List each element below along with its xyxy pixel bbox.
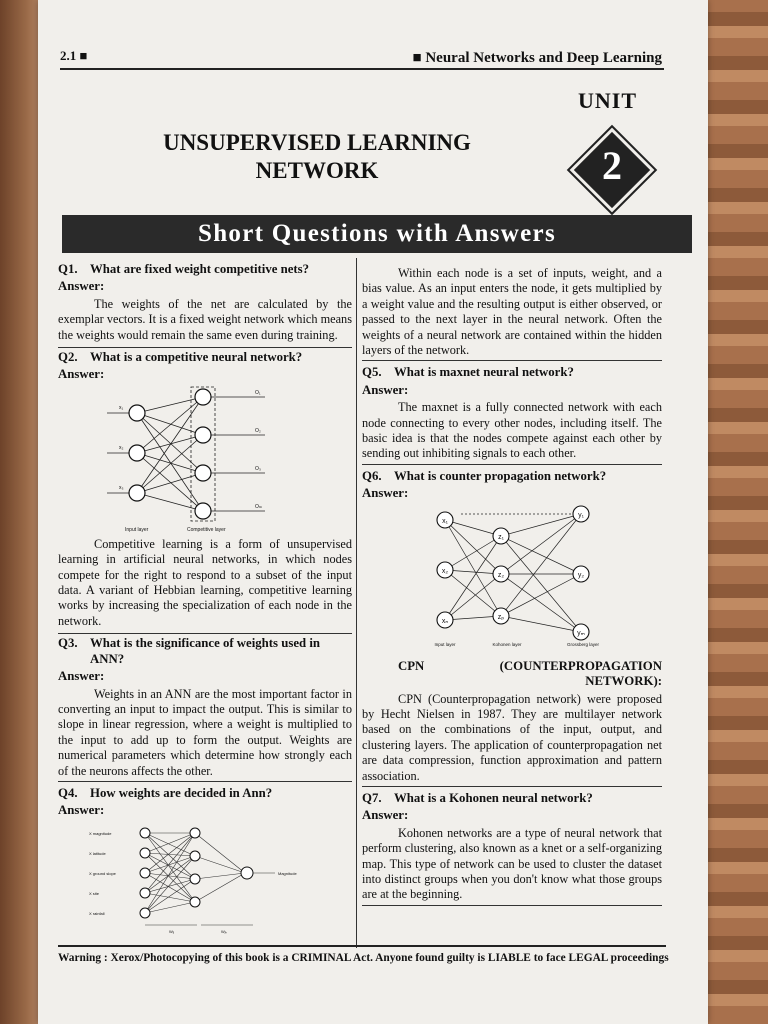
competitive-node [195, 465, 211, 481]
input-label: X latitude [89, 850, 106, 856]
output-label: O₁ [255, 389, 261, 396]
counterpropagation-figure [397, 504, 627, 649]
header-rule [60, 68, 664, 70]
input-node [140, 828, 150, 838]
chapter-title-line2: NETWORK [255, 158, 379, 183]
chapter-title-line1: UNSUPERVISED LEARNING [163, 130, 471, 155]
input-label: x₁ [119, 404, 124, 411]
competitive-node [195, 389, 211, 405]
output-label: Oₘ [255, 503, 263, 510]
input-node [140, 908, 150, 918]
answer-q3: Weights in an ANN are the most important factor in converting an input to impact the output. This is similar to slope in linear regression, where a weight is multiplied to the input to add up to form the output. Weights are numerical parameters which determine how strongly each of the neurons affects the other. [58, 687, 352, 782]
left-column [58, 258, 352, 936]
answer-label: Answer: [362, 808, 409, 823]
unit-label: UNIT [578, 88, 638, 113]
input-node [129, 445, 145, 461]
input-label: xₙ [441, 617, 449, 625]
answer-label: Answer: [58, 279, 105, 294]
hidden-node [190, 897, 200, 907]
answer-q7: Kohonen networks are a type of neural network that perform clustering, also known as a knet or a self-organizing map. This type of network can be used to cluster the dataset into distinct groups when you don't know what those groups are at the beginning. [362, 826, 662, 906]
layer-label: Kohonen layer [492, 641, 522, 647]
input-label: X site [89, 890, 100, 896]
hidden-label: z₂ [497, 571, 505, 579]
question-q5: Q5. What is maxnet neural network? [362, 365, 574, 380]
input-label: x₂ [119, 444, 124, 451]
weights-network-figure [85, 821, 325, 936]
question-q2: Q2. What is a competitive neural network? [58, 347, 352, 365]
background-left [0, 0, 38, 1024]
layer-label: Input layer [125, 526, 149, 533]
answer-q6: CPN (Counterpropagation network) were proposed by Hecht Nielsen in 1987. They are multilayer network based on the combinations of the input, output, and clustering layers. The application of counterpropagation net are data compression, function approximation and pattern association. [362, 692, 662, 787]
question-q6: Q6. What is counter propagation network? [362, 468, 607, 483]
unit-number-badge [570, 128, 654, 212]
answer-q1: The weights of the net are calculated by the exemplar vectors. It is a fixed weight network which means the weights would remain the same even during training. [58, 296, 352, 342]
answer-label: Answer: [362, 382, 409, 397]
unit-number: 2 [602, 143, 622, 188]
weight-label: Wⱼₖ [221, 928, 228, 934]
layer-label: Input layer [434, 641, 456, 647]
book-page [38, 0, 708, 1024]
output-label: O₃ [255, 465, 261, 472]
answer-label: Answer: [58, 367, 105, 382]
input-node [140, 848, 150, 858]
footer-warning: Warning : Xerox/Photocopying of this book is a CRIMINAL Act. Anyone found guilty is LIABLE to face LEGAL proceedings [58, 952, 669, 964]
competitive-node [195, 503, 211, 519]
input-node [140, 868, 150, 878]
question-q1: Q1. What are fixed weight competitive nets? [58, 262, 310, 276]
input-node [129, 485, 145, 501]
hidden-node [190, 851, 200, 861]
answer-q4-continued: Within each node is a set of inputs, weight, and a bias value. As an input enters the node, it gets multiplied by a weight value and the resulting output is either observed, or passed to the next layer in the neural network. Often the weights of a neural network are contained within the hidden layers of the network. [362, 266, 662, 361]
page-number: 2.1 ■ [60, 48, 88, 63]
answer-label: Answer: [362, 486, 409, 501]
answer-label: Answer: [58, 669, 105, 684]
footer-rule [58, 945, 666, 947]
hidden-node [190, 874, 200, 884]
weight-label: Wᵢⱼ [169, 928, 175, 934]
input-label: X rainfall [89, 910, 105, 916]
answer-q5: The maxnet is a fully connected network with each node connecting to every other nodes, including itself. The basic idea is that the nodes compete against each other by sending out inhibiting signals to each other. [362, 400, 662, 465]
input-node [140, 888, 150, 898]
background-right [706, 0, 768, 1024]
answer-q2: Competitive learning is a form of unsupervised learning in artificial neural networks, in which nodes compete for the right to respond to a subset of the input data. A variant of Hebbian learning, competitive learning works by increasing the specialization of each node in the network. [58, 536, 352, 628]
right-column [362, 258, 662, 906]
input-label: X ground slope [89, 870, 116, 876]
hidden-label: z₁ [498, 533, 504, 541]
input-label: x₃ [119, 484, 124, 491]
input-node [129, 405, 145, 421]
input-label: x₂ [441, 567, 449, 575]
input-label: X magnitude [89, 830, 112, 836]
cpn-heading: CPN (COUNTERPROPAGATION NETWORK): [398, 658, 662, 689]
layer-label: Grossberg layer [566, 641, 600, 647]
output-label: y₂ [577, 571, 585, 579]
output-label: yₘ [577, 629, 585, 637]
output-label: O₂ [255, 427, 261, 434]
input-label: x₁ [442, 517, 448, 525]
column-divider [356, 258, 357, 948]
hidden-node [190, 828, 200, 838]
hidden-label: zₚ [497, 613, 505, 621]
book-title: ■ Neural Networks and Deep Learning [412, 50, 662, 66]
output-label: y₁ [578, 511, 584, 519]
output-node [241, 867, 253, 879]
section-banner: Short Questions with Answers [62, 215, 692, 253]
answer-label: Answer: [58, 803, 105, 818]
output-label: Magnitude [278, 870, 297, 876]
competitive-node [195, 427, 211, 443]
question-q7: Q7. What is a Kohonen neural network? [362, 790, 593, 805]
question-q3: Q3. What is the significance of weights used in ANN? [58, 633, 352, 667]
layer-label: Competitive layer [187, 526, 226, 533]
question-q4: Q4. How weights are decided in Ann? [58, 785, 273, 800]
competitive-network-figure [105, 385, 305, 535]
